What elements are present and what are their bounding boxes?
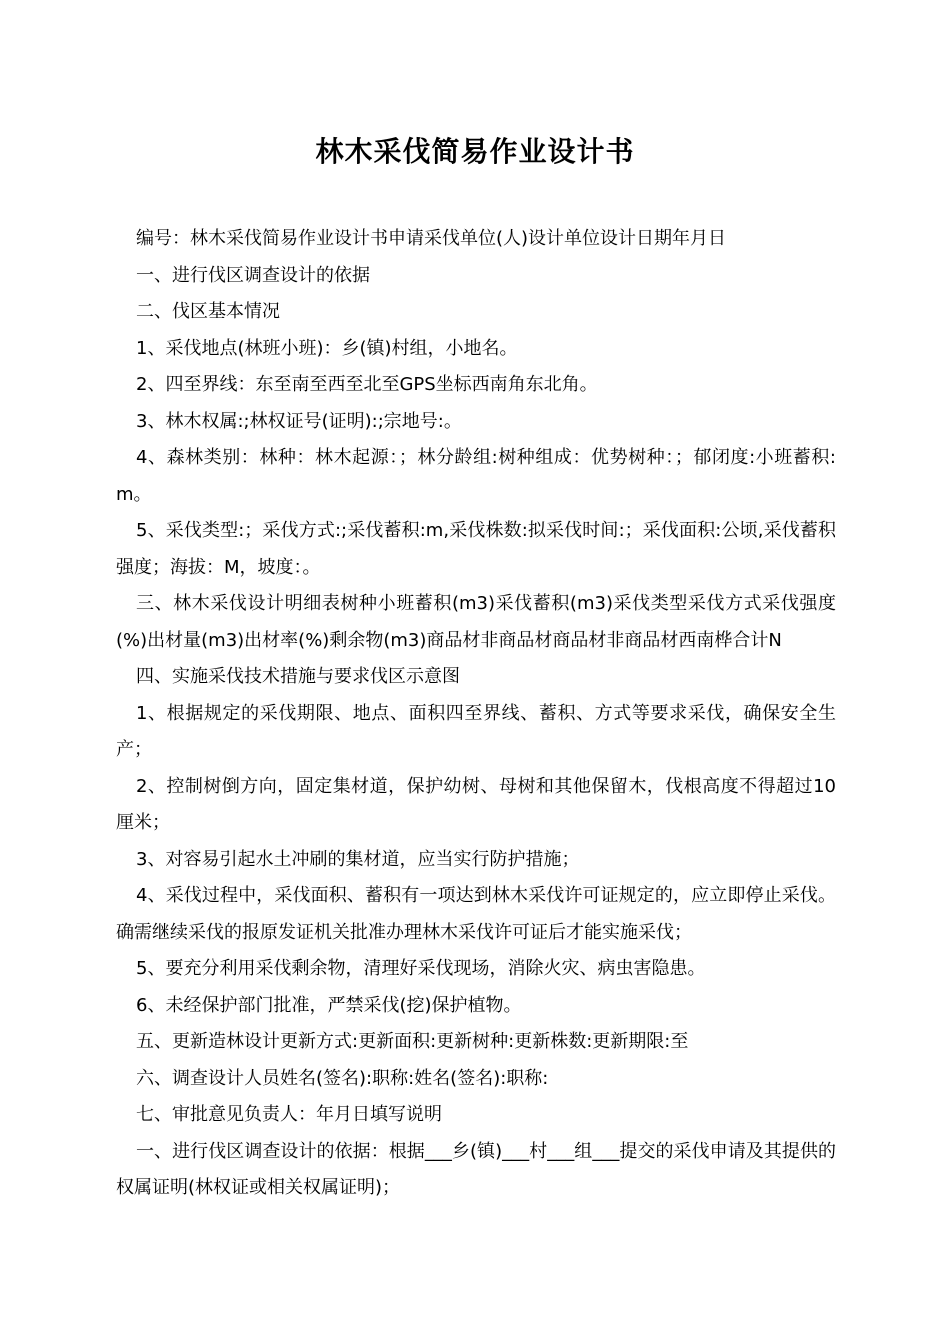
paragraph-ownership: 3、林木权属:;林权证号(证明):;宗地号:。 [136, 410, 462, 432]
paragraph-section-5-reforestation: 五、更新造林设计更新方式:更新面积:更新树种:更新株数:更新期限:至 [136, 1031, 689, 1052]
paragraph-serial-number: 编号：林木采伐简易作业设计书申请采伐单位(人)设计单位设计日期年月日 [136, 228, 727, 249]
paragraph-section-3-table: 三、林木采伐设计明细表树种小班蓄积(m3)采伐蓄积(m3)采伐类型采伐方式采伐强度(%)出材量(m3)出材率(%)剩余物(m3)商品材非商品材商品材非商品材西南桦合计N [116, 593, 836, 651]
paragraph-instructions-1: 一、进行伐区调查设计的依据：根据___乡(镇)___村___组___提交的采伐申请及其提供的权属证明(林权证或相关权属证明)； [116, 1140, 836, 1198]
paragraph-forest-category: 4、森林类别：林种：林木起源：；林分龄组:树种组成：优势树种：；郁闭度:小班蓄积:m。 [116, 447, 836, 505]
paragraph-section-6-personnel: 六、调查设计人员姓名(签名):职称:姓名(签名):职称: [136, 1067, 549, 1089]
paragraph-boundaries: 2、四至界线：东至南至西至北至GPS坐标西南角东北角。 [136, 374, 598, 395]
paragraph-measure-2: 2、控制树倒方向，固定集材道，保护幼树、母树和其他保留木，伐根高度不得超过10厘米； [116, 775, 836, 833]
paragraph-measure-6: 6、未经保护部门批准，严禁采伐(挖)保护植物。 [136, 994, 522, 1016]
paragraph-section-7-approval: 七、审批意见负责人：年月日填写说明 [136, 1104, 442, 1125]
paragraph-location: 1、采伐地点(林班小班)：乡(镇)村组，小地名。 [136, 337, 518, 359]
paragraph-section-2-heading: 二、伐区基本情况 [136, 301, 280, 322]
paragraph-measure-4: 4、采伐过程中，采伐面积、蓄积有一项达到林木采伐许可证规定的，应立即停止采伐。确需继续采伐的报原发证机关批准办理林木采伐许可证后才能实施采伐； [116, 885, 836, 943]
paragraph-section-1-heading: 一、进行伐区调查设计的依据 [136, 264, 370, 286]
paragraph-section-4-heading: 四、实施采伐技术措施与要求伐区示意图 [136, 666, 460, 687]
paragraph-harvest-type: 5、采伐类型:；采伐方式:;采伐蓄积:m,采伐株数:拟采伐时间:；采伐面积:公顷,采伐蓄积强度；海拔：M，坡度：。 [116, 520, 836, 578]
paragraph-measure-5: 5、要充分利用采伐剩余物，清理好采伐现场，消除火灾、病虫害隐患。 [136, 958, 706, 979]
document-title: 林木采伐简易作业设计书 [315, 135, 635, 168]
document-body [116, 221, 836, 1207]
paragraph-measure-1: 1、根据规定的采伐期限、地点、面积四至界线、蓄积、方式等要求采伐，确保安全生产； [116, 702, 836, 760]
paragraph-measure-3: 3、对容易引起水土冲刷的集材道，应当实行防护措施； [136, 848, 580, 870]
